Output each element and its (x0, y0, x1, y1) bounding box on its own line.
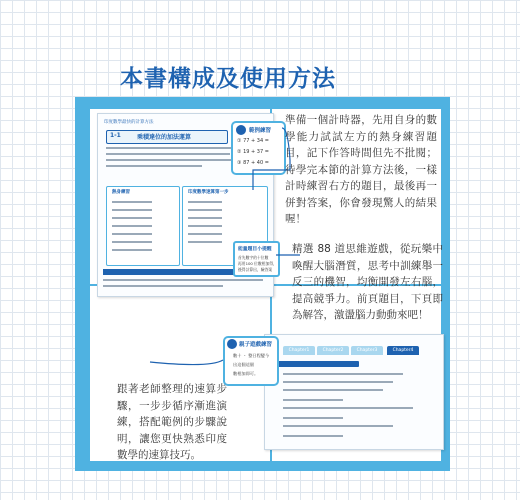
section-heading (106, 130, 228, 144)
callout-item: ② 19 + 37 = (237, 149, 269, 155)
book-page-sample-2 (264, 334, 444, 450)
section-title: 乘積達位的加法運算 (137, 134, 192, 141)
callout-item: ① 77 + 34 = (237, 138, 269, 144)
paragraph-steps: 跟著老師整理的速算步驟，一步步循序漸進演練，搭配範例的步驟說明，讓您更快熟悉印度數學的速算技巧。 (117, 383, 227, 461)
example-callout (231, 121, 286, 175)
tab-chapter3: Chapter3 (351, 346, 383, 355)
tab-chapter1: Chapter1 (283, 346, 315, 355)
callout-item: ③ 87 + 40 = (237, 160, 269, 166)
chapter-tabs (283, 346, 443, 356)
tab-chapter2: Chapter2 (317, 346, 349, 355)
warmup-title: 熱身練習 (112, 190, 130, 195)
section-number: 1-1 (110, 132, 121, 139)
tip-callout (233, 241, 280, 277)
tip-title: 能量題目小提醒 (238, 247, 272, 252)
tab-chapter4: Chapter4 (387, 346, 419, 355)
badge-icon (236, 125, 246, 135)
game-callout (223, 336, 279, 386)
intro-text-lines (106, 147, 234, 171)
callout-line: 出這個這個 (233, 362, 254, 367)
callout-line: 數十 ・ 整日程變今 (233, 353, 270, 358)
paragraph-games: 精選 88 道思維遊戲，從玩樂中喚醒大腦潛質，思考中訓練舉一反三的機智，均衡開發左右腦，提高競爭力。前頁題目，下頁即為解答，激盪腦力動動來吧！ (292, 243, 443, 321)
page-title: 本書構成及使用方法 (120, 66, 336, 92)
callout-title: 範例練習 (249, 128, 272, 134)
callout-title: 親子遊戲練習 (239, 342, 273, 348)
badge-icon (227, 339, 237, 349)
callout-line: 數相加即可。 (233, 371, 259, 376)
warmup-box (106, 186, 180, 266)
tip-line: 再用100 位數相加得， (238, 261, 277, 266)
book-header: 印度數學最快的計算方法 (104, 120, 154, 125)
practice-title: 印度數學速算第一步 (188, 190, 229, 195)
tip-line: 首先數字的十位數 (238, 255, 269, 260)
paragraph-warmup: 準備一個計時器，先用自身的數學能力試試左方的熱身練習題目，記下作答時間但先不批閱；待學完本節的計算方法後，一樣計時練習右方的題目，最後再一併對答案，你會發現驚人的結果喔！ (285, 114, 437, 225)
heading-bar (277, 361, 359, 367)
tip-line: 後得計算出，驗答案 (238, 267, 273, 272)
